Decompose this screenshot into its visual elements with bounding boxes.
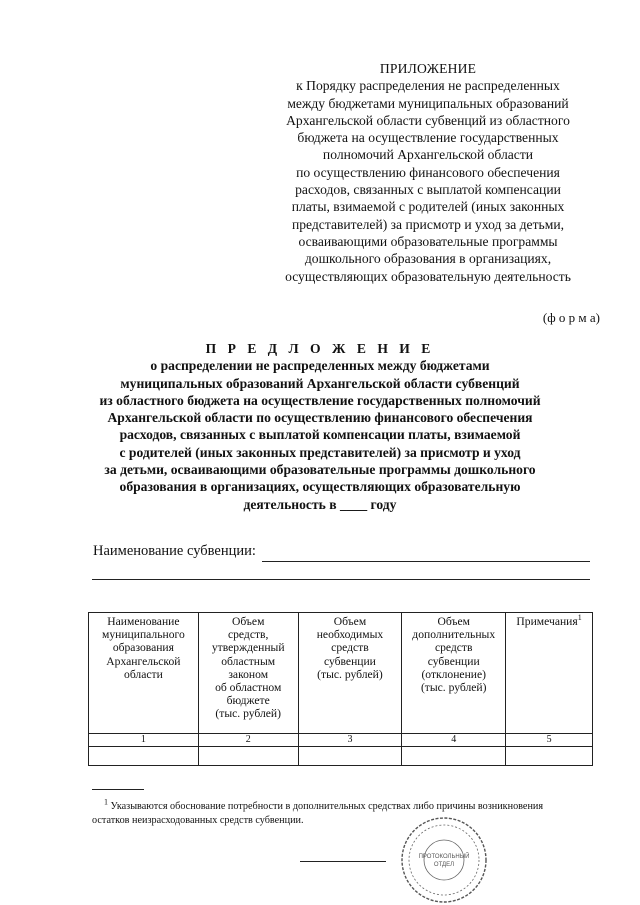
- header-text: Архангельской: [106, 654, 181, 668]
- appendix-line: осуществляющих образовательную деятельность: [285, 268, 571, 284]
- signature-line: [300, 861, 386, 862]
- proposal-line: муниципальных образований Архангельской области субвенций: [120, 375, 520, 391]
- appendix-line: бюджета на осуществление государственных: [297, 130, 559, 146]
- appendix-line: между бюджетами муниципальных образований: [287, 95, 569, 111]
- header-required-volume: [298, 613, 402, 734]
- header-text: муниципального: [102, 628, 185, 642]
- header-text: субвенции: [323, 654, 376, 668]
- appendix-title: ПРИЛОЖЕНИЕ: [379, 61, 477, 76]
- table-cell[interactable]: [298, 747, 402, 766]
- table-header-row: [89, 613, 593, 734]
- proposal-line: образования в организациях, осуществляющих образовательную: [119, 479, 521, 495]
- appendix-line: по осуществлению финансового обеспечения: [296, 164, 560, 180]
- proposal-heading: П Р Е Д Л О Ж Е Н И Е: [205, 341, 435, 356]
- stamp-text: ОТДЕЛ: [433, 862, 455, 868]
- appendix-line: представителей) за присмотр и уход за детьми,: [291, 216, 565, 232]
- proposal-title-block: [82, 340, 558, 513]
- header-text: необходимых: [316, 628, 384, 642]
- header-additional-volume: [402, 613, 506, 734]
- appendix-block: [258, 60, 598, 285]
- proposal-line: за детьми, осваивающими образовательные программы дошкольного: [104, 462, 536, 478]
- appendix-line: осваивающими образовательные программы: [298, 233, 558, 249]
- header-text: (отклонение): [421, 667, 486, 681]
- header-text: областным: [221, 654, 276, 668]
- header-text: субвенции: [427, 654, 480, 668]
- header-text: Объем: [231, 615, 265, 628]
- footnote-text: Указываются обоснование потребности в дополнительных средствах либо причины возникновения: [110, 801, 544, 812]
- column-number: 2: [198, 734, 298, 747]
- appendix-line: платы, взимаемой с родителей (иных законных: [291, 199, 565, 215]
- header-text: области: [124, 667, 163, 681]
- table-cell[interactable]: [402, 747, 506, 766]
- distribution-table: [88, 612, 593, 766]
- header-text: Объем: [437, 615, 470, 628]
- proposal-line: с родителей (иных законных представителей) за присмотр и уход: [119, 444, 521, 460]
- header-text: (тыс. рублей): [317, 667, 383, 681]
- header-text: законом: [228, 667, 269, 681]
- proposal-line: деятельность в ____ году: [243, 496, 397, 512]
- header-text: Примечания: [516, 615, 578, 628]
- subvention-fill-line[interactable]: [262, 561, 590, 562]
- header-approved-volume: [198, 613, 298, 734]
- table-cell[interactable]: [89, 747, 199, 766]
- appendix-line: Архангельской области субвенций из областного: [286, 112, 570, 128]
- table-cell[interactable]: [198, 747, 298, 766]
- form-label: (ф о р м а): [542, 310, 600, 325]
- header-text: утвержденный: [211, 641, 285, 655]
- footnote-line: [92, 797, 597, 814]
- proposal-line: расходов, связанных с выплатой компенсации платы, взимаемой: [119, 427, 521, 443]
- table-row: [89, 747, 593, 766]
- header-text: средств: [331, 641, 369, 655]
- header-text: (тыс. рублей): [215, 707, 281, 721]
- column-number: 4: [402, 734, 506, 747]
- header-text: Объем: [333, 615, 367, 628]
- subvention-label: Наименование субвенции:: [93, 543, 256, 559]
- header-municipality: [89, 613, 199, 734]
- header-text: дополнительных: [412, 628, 496, 642]
- header-text: (тыс. рублей): [420, 681, 487, 695]
- footnote-line: остатков неизрасходованных средств субвенции.: [92, 815, 304, 826]
- footnote-mark: 1: [577, 613, 582, 623]
- official-stamp: [399, 815, 489, 905]
- appendix-line: дошкольного образования в организациях,: [304, 251, 552, 267]
- footnote: [92, 797, 597, 828]
- header-text: Наименование: [107, 615, 180, 628]
- footnote-divider: [92, 789, 144, 790]
- header-text: образования: [112, 641, 174, 655]
- table-cell[interactable]: [506, 747, 593, 766]
- table-number-row: [89, 734, 593, 747]
- column-number: 3: [298, 734, 402, 747]
- proposal-line: из областного бюджета на осуществление государственных полномочий: [99, 392, 541, 408]
- appendix-line: расходов, связанных с выплатой компенсации: [295, 182, 561, 198]
- stamp-text: ПРОТОКОЛЬНЫЙ: [418, 854, 470, 860]
- appendix-line: к Порядку распределения не распределенных: [296, 78, 560, 94]
- header-text: бюджете: [226, 694, 270, 708]
- header-text: об областном: [215, 681, 282, 695]
- appendix-line: полномочий Архангельской области: [322, 147, 534, 163]
- header-notes: [506, 613, 593, 734]
- proposal-line: о распределении не распределенных между бюджетами: [150, 358, 490, 374]
- proposal-line: Архангельской области по осуществлению финансового обеспечения: [107, 410, 533, 426]
- column-number: 1: [89, 734, 199, 747]
- footnote-mark: 1: [104, 797, 108, 807]
- column-number: 5: [506, 734, 593, 747]
- header-text: средств,: [227, 628, 269, 642]
- header-text: средств: [434, 641, 473, 655]
- subvention-fill-line-2[interactable]: [92, 579, 590, 580]
